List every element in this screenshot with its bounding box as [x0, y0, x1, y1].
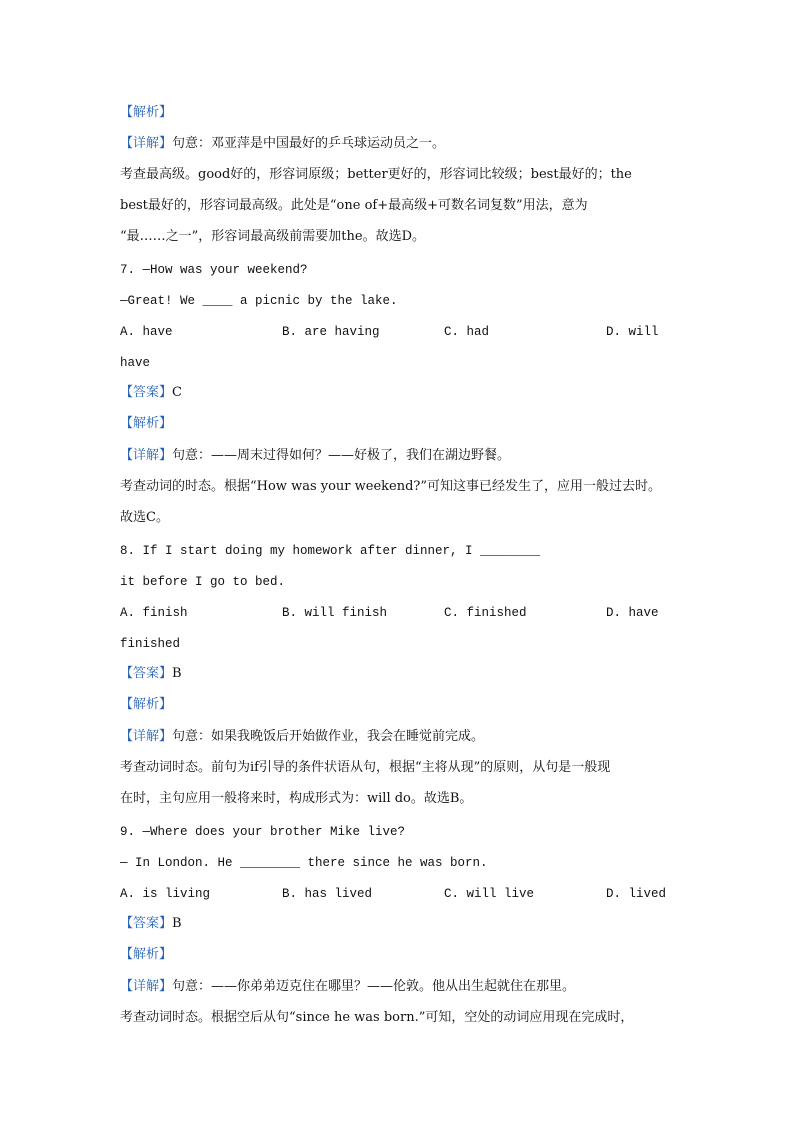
explanation-line: 故选C。	[120, 510, 169, 525]
option-b: B. are having	[282, 325, 380, 339]
detail-line	[120, 134, 445, 154]
answer-value: B	[172, 666, 182, 681]
answer-tag: 【答案】	[120, 385, 173, 400]
detail-line	[120, 446, 510, 466]
detail-tag: 【详解】	[120, 979, 173, 994]
option-c: C. had	[444, 325, 490, 339]
option-d-wrap: finished	[120, 637, 181, 651]
option-b: B. will finish	[282, 606, 388, 620]
answer-line	[120, 914, 182, 934]
answer-value: B	[172, 916, 182, 931]
question-stem: it before I go to bed.	[120, 575, 286, 589]
explanation-line: “最……之一”，形容词最高级前需要加the。故选D。	[120, 229, 426, 244]
detail-line	[120, 727, 484, 747]
question-stem: 8. If I start doing my homework after dinner, I ________	[120, 544, 541, 558]
detail-text: 句意：——周末过得如何？——好极了，我们在湖边野餐。	[172, 448, 511, 463]
explanation-line: best最好的，形容词最高级。此处是“one of+最高级+可数名词复数”用法，意为	[120, 198, 588, 213]
explanation-line: 考查动词的时态。根据“How was your weekend?”可知这事已经发生了，应用一般过去时。	[120, 479, 662, 494]
explanation-line: 考查最高级。good好的，形容词原级；better更好的，形容词比较级；best最好的；the	[120, 167, 632, 182]
answer-tag: 【答案】	[120, 666, 173, 681]
answer-line	[120, 664, 182, 684]
detail-line	[120, 977, 575, 997]
option-a: A. is living	[120, 887, 211, 901]
analysis-heading: 【解析】	[120, 105, 173, 120]
option-a: A. finish	[120, 606, 188, 620]
option-d: D. will	[606, 325, 659, 339]
option-c: C. will live	[444, 887, 535, 901]
answer-line	[120, 383, 182, 403]
explanation-line: 考查动词时态。根据空后从句“since he was born.”可知，空处的动词应用现在完成时，	[120, 1010, 634, 1025]
option-d-wrap: have	[120, 356, 151, 370]
detail-text: 句意：——你弟弟迈克住在哪里？——伦敦。他从出生起就住在那里。	[172, 979, 576, 994]
analysis-heading: 【解析】	[120, 416, 173, 431]
detail-tag: 【详解】	[120, 136, 173, 151]
detail-tag: 【详解】	[120, 729, 173, 744]
answer-tag: 【答案】	[120, 916, 173, 931]
question-stem: — In London. He ________ there since he was born.	[120, 856, 488, 870]
explanation-line: 在时，主句应用一般将来时，构成形式为：will do。故选B。	[120, 791, 473, 806]
option-d: D. lived	[606, 887, 667, 901]
option-d: D. have	[606, 606, 659, 620]
analysis-heading: 【解析】	[120, 697, 173, 712]
answer-value: C	[172, 385, 182, 400]
detail-text: 句意：如果我晚饭后开始做作业，我会在睡觉前完成。	[172, 729, 485, 744]
detail-text: 句意：邓亚萍是中国最好的乒乓球运动员之一。	[172, 136, 446, 151]
analysis-heading: 【解析】	[120, 947, 173, 962]
question-stem: 7. —How was your weekend?	[120, 263, 308, 277]
explanation-line: 考查动词时态。前句为if引导的条件状语从句，根据“主将从现”的原则，从句是一般现	[120, 760, 611, 775]
question-stem: 9. —Where does your brother Mike live?	[120, 825, 406, 839]
detail-tag: 【详解】	[120, 448, 173, 463]
option-b: B. has lived	[282, 887, 373, 901]
option-c: C. finished	[444, 606, 527, 620]
option-a: A. have	[120, 325, 173, 339]
question-stem: —Great! We ____ a picnic by the lake.	[120, 294, 398, 308]
